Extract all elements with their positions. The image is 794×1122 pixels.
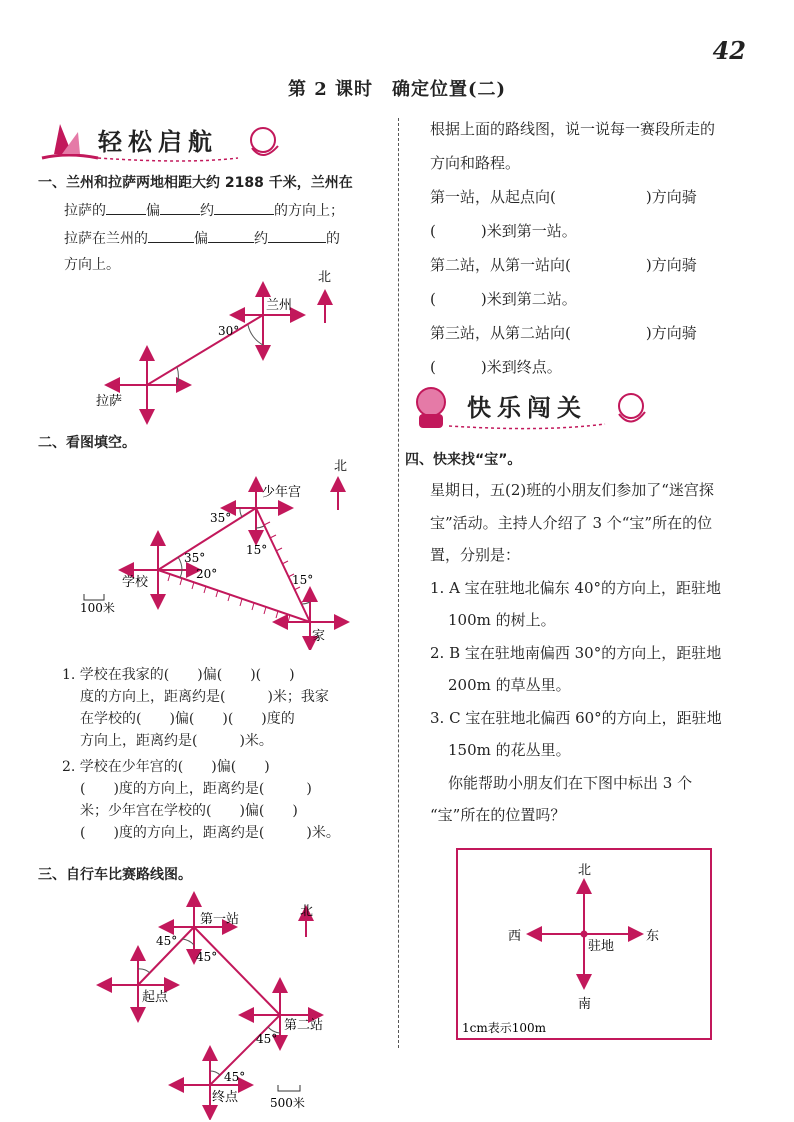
blank[interactable]: [268, 224, 326, 243]
q1-angle: 30°: [218, 324, 240, 338]
q3-heading: 三、自行车比赛路线图。: [38, 867, 192, 883]
q3-scale: 500米: [270, 1096, 305, 1110]
q4-i2a: 2. B 宝在驻地南偏西 30°的方向上，距驻地: [430, 643, 722, 662]
blank[interactable]: [214, 196, 274, 215]
q3-north: 北: [300, 904, 314, 919]
map-center: 驻地: [588, 939, 615, 954]
blank[interactable]: [160, 196, 200, 215]
blank[interactable]: [148, 224, 194, 243]
q4-p5: “宝”所在的位置吗？: [430, 806, 566, 824]
q2-angle-15a: 15°: [246, 543, 268, 557]
q1-lasa: 拉萨: [96, 394, 123, 409]
q3-angle-a: 45°: [156, 934, 178, 948]
q1-line1: 一、兰州和拉萨两地相距大约 2188 千米，兰州在: [38, 175, 353, 191]
q1-north: 北: [318, 270, 332, 285]
q2-s2-l3: 米；少年宫在学校的( )偏( ): [80, 803, 298, 819]
banner-right: [405, 380, 655, 434]
q4-i3b: 150m 的花丛里。: [448, 741, 571, 759]
q1-l2d: 的方向上；: [274, 203, 344, 219]
q2-angle-20: 20°: [196, 567, 218, 581]
q2-questions: [62, 664, 392, 844]
q3-r3: 第一站，从起点向( )方向骑: [430, 188, 697, 206]
q2-s2-l2: ( )度的方向上，距离约是( ): [80, 781, 312, 797]
q4-i1a: 1. A 宝在驻地北偏东 40°的方向上，距驻地: [430, 578, 722, 597]
map-west: 西: [508, 929, 522, 944]
q4-text: [430, 474, 770, 832]
q4-p1: 星期日，五(2)班的小朋友们参加了“迷宫探: [430, 481, 714, 499]
q1-line4: 方向上。: [64, 257, 120, 273]
q3-r1: 根据上面的路线图，说一说每一赛段所走的: [430, 120, 716, 138]
q3-end: 终点: [212, 1090, 239, 1105]
banner-right-text: 快乐闯关: [467, 394, 587, 422]
q4-p2: 宝”活动。主持人介绍了 3 个“宝”所在的位: [430, 513, 713, 532]
q2-s2-l1: 2. 学校在少年宫的( )偏( ): [62, 759, 270, 775]
map-east: 东: [646, 929, 660, 944]
q2-heading: 二、看图填空。: [38, 435, 136, 451]
q2-home: 家: [312, 629, 326, 644]
q3-r2: 方向和路程。: [430, 154, 521, 172]
q2-figure: [70, 450, 370, 650]
q3-station1: 第一站: [200, 912, 240, 927]
q4-p3: 置，分别是：: [430, 546, 521, 564]
q1-l3c: 约: [254, 231, 268, 247]
q1-figure: [80, 265, 360, 435]
banner-left-text: 轻松启航: [98, 128, 218, 156]
q4-i1b: 100m 的树上。: [448, 611, 556, 629]
q4-i2b: 200m 的草丛里。: [448, 676, 571, 694]
q1-l3b: 偏: [194, 231, 208, 247]
blank[interactable]: [208, 224, 254, 243]
q1-text: [38, 170, 388, 278]
blank[interactable]: [106, 196, 146, 215]
page-title: 第 2 课时 确定位置(二): [287, 79, 507, 100]
q4-i3a: 3. C 宝在驻地北偏西 60°的方向上，距驻地: [430, 708, 722, 727]
q3-angle-c: 45°: [256, 1032, 278, 1046]
q2-angle-15b: 15°: [292, 573, 314, 587]
column-divider: [398, 118, 399, 1048]
q3-r6: ( )米到第二站。: [430, 290, 577, 308]
q1-l2c: 约: [200, 203, 214, 219]
q2-north: 北: [334, 459, 348, 474]
q2-s1-l4: 方向上，距离约是( )米。: [80, 733, 273, 749]
q1-l3d: 的: [326, 231, 340, 247]
q2-s1-l3: 在学校的( )偏( )( )度的: [80, 711, 295, 727]
q3-r4: ( )米到第一站。: [430, 222, 577, 240]
q4-p4: 你能帮助小朋友们在下图中标出 3 个: [448, 773, 693, 792]
q2-s2-l4: ( )度的方向上，距离约是( )米。: [80, 825, 340, 841]
treasure-map[interactable]: [456, 848, 712, 1040]
q2-angle-35b: 35°: [184, 551, 206, 565]
q3-r5: 第二站，从第一站向( )方向骑: [430, 256, 697, 274]
q4-heading: 四、快来找“宝”。: [405, 452, 522, 468]
q3-angle-d: 45°: [224, 1070, 246, 1084]
q2-shaonian: 少年宫: [262, 485, 302, 500]
map-north: 北: [578, 863, 592, 878]
q2-s1-l1: 1. 学校在我家的( )偏( )( ): [62, 667, 295, 683]
q3-start: 起点: [142, 990, 169, 1005]
map-scale: 1cm表示100m: [462, 1021, 547, 1035]
q1-l3a: 拉萨在兰州的: [64, 231, 148, 247]
q3-r7: 第三站，从第二站向( )方向骑: [430, 324, 697, 342]
q3-angle-b: 45°: [196, 950, 218, 964]
q2-scale: 100米: [80, 601, 115, 615]
map-south: 南: [578, 997, 592, 1012]
q3-figure: [80, 885, 380, 1120]
q3-r8: ( )米到终点。: [430, 358, 562, 376]
banner-left: [38, 118, 288, 168]
q3-station2: 第二站: [284, 1018, 324, 1033]
q3-route-text: [430, 112, 770, 384]
q2-angle-35a: 35°: [210, 511, 232, 525]
q1-l2b: 偏: [146, 203, 160, 219]
page-number: 42: [712, 36, 746, 65]
q1-lanzhou: 兰州: [266, 298, 293, 313]
q2-school: 学校: [122, 575, 149, 590]
q2-s1-l2: 度的方向上，距离约是( )米；我家: [80, 689, 329, 705]
q1-l2a: 拉萨的: [64, 203, 106, 219]
